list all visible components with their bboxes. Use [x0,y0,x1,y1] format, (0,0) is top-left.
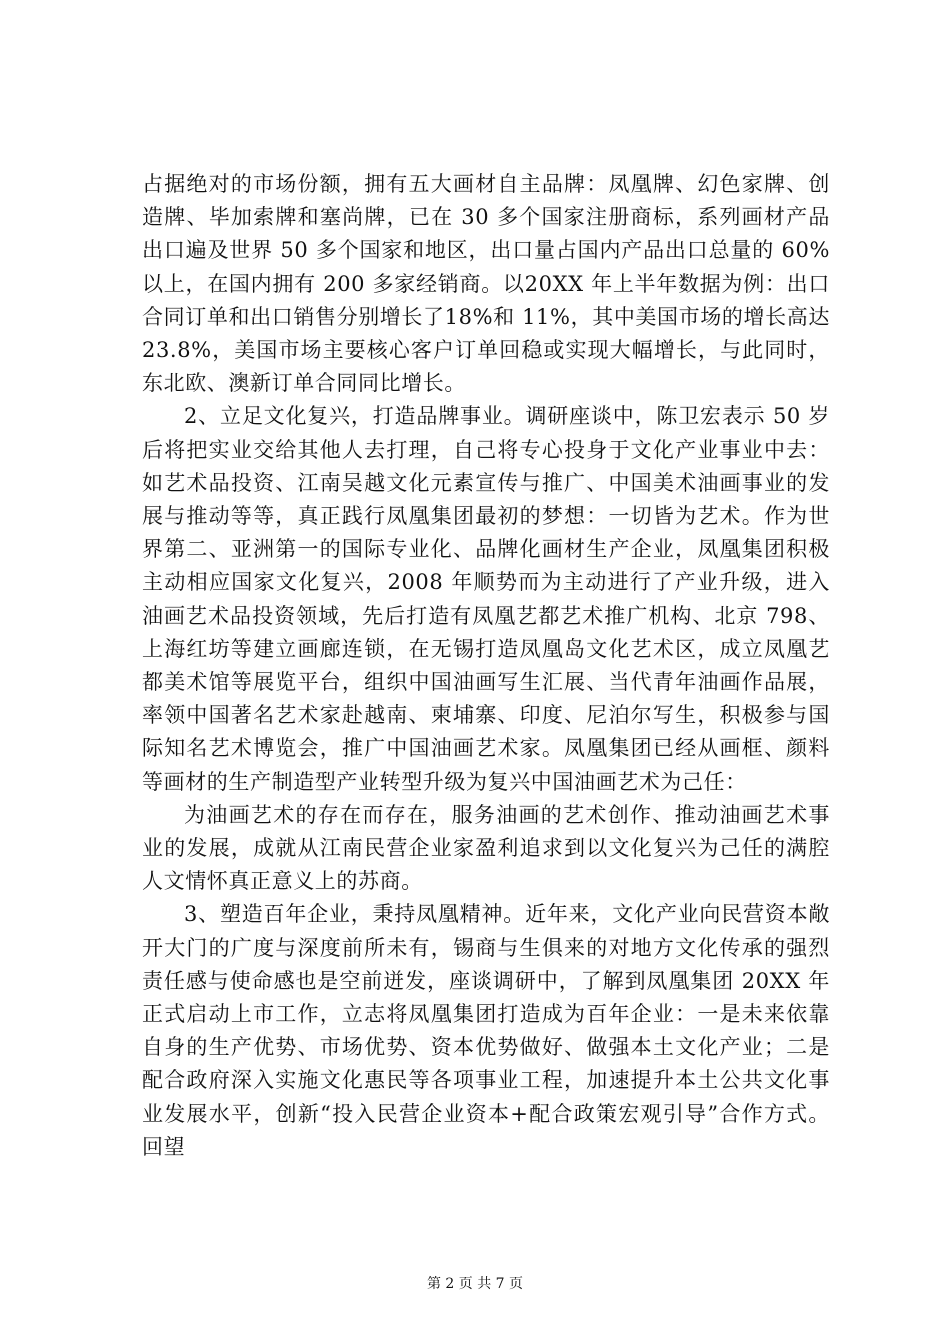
paragraph-century-enterprise: 3、塑造百年企业，秉持凤凰精神。近年来，文化产业向民营资本敞开大门的广度与深度前所未有，锡商与生俱来的对地方文化传承的强烈责任感与使命感也是空前迸发，座谈调研中，了解到凤凰集团 20XX 年正式启动上市工作，立志将凤凰集团打造成为百年企业：一是未来依靠自身的生产优势、市场优势、资本优势做好、做强本土文化产业；二是配合政府深入实施文化惠民等各项事业工程，加速提升本土公共文化事业发展水平，创新“投入民营企业资本+配合政策宏观引导”合作方式。回望 [142,902,830,1159]
paragraph-market-share: 占据绝对的市场份额，拥有五大画材自主品牌：凤凰牌、幻色家牌、创造牌、毕加索牌和塞尚牌，已在 30 多个国家注册商标，系列画材产品出口遍及世界 50 多个国家和地区，出口量占国内产品出口总量的 60%以上，在国内拥有 200 多家经销商。以20XX 年上半年数据为例：出口合同订单和出口销售分别增长了18%和 11%，其中美国市场的增长高达 23.8%，美国市场主要核心客户订单回稳或实现大幅增长，与此同时，东北欧、澳新订单合同同比增长。 [142,172,830,396]
paragraph-cultural-revival: 2、立足文化复兴，打造品牌事业。调研座谈中，陈卫宏表示 50 岁后将把实业交给其他人去打理，自己将专心投身于文化产业事业中去：如艺术品投资、江南吴越文化元素宣传与推广、中国美术油画事业的发展与推动等等，真正践行凤凰集团最初的梦想：一切皆为艺术。作为世界第二、亚洲第一的国际专业化、品牌化画材生产企业，凤凰集团积极主动相应国家文化复兴，2008 年顺势而为主动进行了产业升级，进入油画艺术品投资领域，先后打造有凤凰艺都艺术推广机构、北京 798、上海红坊等建立画廊连锁，在无锡打造凤凰岛文化艺术区，成立凤凰艺都美术馆等展览平台，组织中国油画写生汇展、当代青年油画作品展，率领中国著名艺术家赴越南、柬埔寨、印度、尼泊尔写生，积极参与国际知名艺术博览会，推广中国油画艺术家。凤凰集团已经从画框、颜料等画材的生产制造型产业转型升级为复兴中国油画艺术为己任： [142,404,830,794]
page-number-footer: 第 2 页 共 7 页 [426,1276,524,1292]
document-body [142,168,830,1164]
paragraph-oil-painting-mission: 为油画艺术的存在而存在，服务油画的艺术创作、推动油画艺术事业的发展，成就从江南民营企业家盈利追求到以文化复兴为己任的满腔人文情怀真正意义上的苏商。 [142,802,830,894]
